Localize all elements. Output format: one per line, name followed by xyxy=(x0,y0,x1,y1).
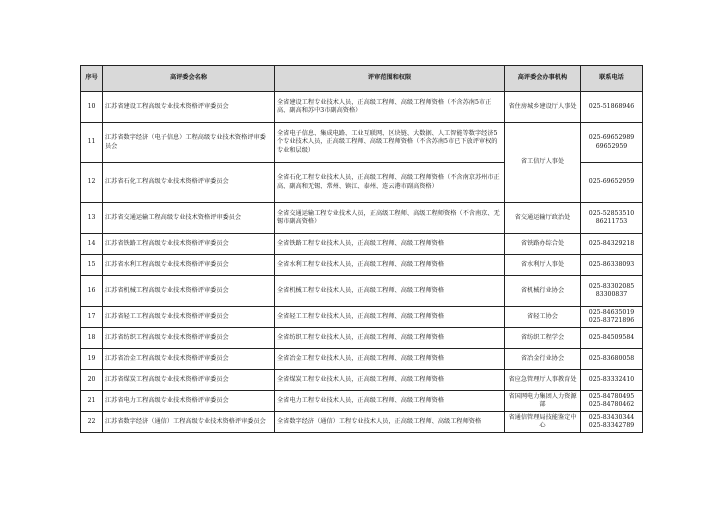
qualification-committee-table xyxy=(80,65,643,433)
office-name: 省工信厅人事处 xyxy=(505,123,581,203)
office-name: 省应急管理厅人事教育处 xyxy=(505,370,581,391)
contact-phone: 025-52853510 86211753 xyxy=(581,203,643,234)
row-number: 21 xyxy=(81,391,103,412)
contact-phone: 025-83332410 xyxy=(581,370,643,391)
office-name: 省冶金行业协会 xyxy=(505,349,581,370)
contact-phone: 025-86338093 xyxy=(581,255,643,276)
header-org: 高评委会办事机构 xyxy=(505,66,581,92)
contact-phone: 025-84509584 xyxy=(581,328,643,349)
table-row xyxy=(81,234,643,255)
row-number: 10 xyxy=(81,92,103,123)
committee-name: 江苏省数字经济（电子信息）工程高级专业技术资格评审委员会 xyxy=(103,123,275,163)
review-scope: 全省交通运输工程专业技术人员，正高级工程师、高级工程师资格（不含南京、无锡市副高资格） xyxy=(275,203,505,234)
table-row xyxy=(81,391,643,412)
table-row xyxy=(81,255,643,276)
office-name: 省轻工协会 xyxy=(505,307,581,328)
row-number: 16 xyxy=(81,276,103,307)
contact-phone: 025-51868946 xyxy=(581,92,643,123)
office-name: 省交通运输厅政治处 xyxy=(505,203,581,234)
contact-phone: 025-83430344 025-83342789 xyxy=(581,412,643,433)
review-scope: 全省电力工程专业技术人员，正高级工程师、高级工程师资格 xyxy=(275,391,505,412)
committee-name: 江苏省轻工工程高级专业技术资格评审委员会 xyxy=(103,307,275,328)
table-row xyxy=(81,370,643,391)
committee-name: 江苏省石化工程高级专业技术资格评审委员会 xyxy=(103,163,275,203)
contact-phone: 025-84635019 025-83721896 xyxy=(581,307,643,328)
committee-name: 江苏省数字经济（通信）工程高级专业技术资格评审委员会 xyxy=(103,412,275,433)
committee-name: 江苏省铁路工程高级专业技术资格评审委员会 xyxy=(103,234,275,255)
review-scope: 全省煤炭工程专业技术人员，正高级工程师、高级工程师资格 xyxy=(275,370,505,391)
committee-name: 江苏省煤炭工程高级专业技术资格评审委员会 xyxy=(103,370,275,391)
table-row xyxy=(81,92,643,123)
review-scope: 全省数字经济（通信）工程专业技术人员，正高级工程师、高级工程师资格 xyxy=(275,412,505,433)
committee-name: 江苏省纺织工程高级专业技术资格评审委员会 xyxy=(103,328,275,349)
table-row xyxy=(81,276,643,307)
office-name: 省国网电力集团人力资源部 xyxy=(505,391,581,412)
table-row xyxy=(81,328,643,349)
header-name: 高评委会名称 xyxy=(103,66,275,92)
review-scope: 全省石化工程专业技术人员，正高级工程师、高级工程师资格（不含南京苏州市正高、副高和无锡、常州、镇江、泰州、连云港市副高资格） xyxy=(275,163,505,203)
committee-name: 江苏省交通运输工程高级专业技术资格评审委员会 xyxy=(103,203,275,234)
row-number: 14 xyxy=(81,234,103,255)
row-number: 18 xyxy=(81,328,103,349)
row-number: 12 xyxy=(81,163,103,203)
office-name: 省水利厅人事处 xyxy=(505,255,581,276)
review-scope: 全省机械工程专业技术人员，正高级工程师、高级工程师资格 xyxy=(275,276,505,307)
review-scope: 全省纺织工程专业技术人员，正高级工程师、高级工程师资格 xyxy=(275,328,505,349)
row-number: 20 xyxy=(81,370,103,391)
table-row xyxy=(81,349,643,370)
table-row xyxy=(81,412,643,433)
committee-name: 江苏省建设工程高级专业技术资格评审委员会 xyxy=(103,92,275,123)
office-name: 省机械行业协会 xyxy=(505,276,581,307)
review-scope: 全省轻工工程专业技术人员，正高级工程师、高级工程师资格 xyxy=(275,307,505,328)
contact-phone: 025-83302085 83300837 xyxy=(581,276,643,307)
row-number: 22 xyxy=(81,412,103,433)
review-scope: 全省冶金工程专业技术人员，正高级工程师、高级工程师资格 xyxy=(275,349,505,370)
review-scope: 全省建设工程专业技术人员，正高级工程师、高级工程师资格（不含苏南5市正高、副高和苏中3市副高资格） xyxy=(275,92,505,123)
office-name: 省纺织工程学会 xyxy=(505,328,581,349)
table-header-row xyxy=(81,66,643,92)
committee-name: 江苏省机械工程高级专业技术资格评审委员会 xyxy=(103,276,275,307)
contact-phone: 025-83680058 xyxy=(581,349,643,370)
row-number: 15 xyxy=(81,255,103,276)
committee-name: 江苏省冶金工程高级专业技术资格评审委员会 xyxy=(103,349,275,370)
row-number: 17 xyxy=(81,307,103,328)
table-row xyxy=(81,123,643,163)
row-number: 11 xyxy=(81,123,103,163)
office-name: 省铁路办综合处 xyxy=(505,234,581,255)
table-row xyxy=(81,307,643,328)
committee-name: 江苏省电力工程高级专业技术资格评审委员会 xyxy=(103,391,275,412)
contact-phone: 025-84329218 xyxy=(581,234,643,255)
header-scope: 评审范围和权限 xyxy=(275,66,505,92)
row-number: 19 xyxy=(81,349,103,370)
contact-phone: 025-69652959 xyxy=(581,163,643,203)
table-row xyxy=(81,203,643,234)
header-no: 序号 xyxy=(81,66,103,92)
contact-phone: 025-69652989 69652959 xyxy=(581,123,643,163)
review-scope: 全省水利工程专业技术人员，正高级工程师、高级工程师资格 xyxy=(275,255,505,276)
row-number: 13 xyxy=(81,203,103,234)
header-tel: 联系电话 xyxy=(581,66,643,92)
committee-name: 江苏省水利工程高级专业技术资格评审委员会 xyxy=(103,255,275,276)
review-scope: 全省电子信息、集成电路、工业互联网、区块链、大数据、人工智能等数字经济5个专业技术人员，正高级工程师、高级工程师资格（不含苏南5市已下放评审权的专业和层级） xyxy=(275,123,505,163)
contact-phone: 025-84780495 025-84780462 xyxy=(581,391,643,412)
office-name: 省通信管理局技能鉴定中心 xyxy=(505,412,581,433)
office-name: 省住房城乡建设厅人事处 xyxy=(505,92,581,123)
review-scope: 全省铁路工程专业技术人员，正高级工程师、高级工程师资格 xyxy=(275,234,505,255)
